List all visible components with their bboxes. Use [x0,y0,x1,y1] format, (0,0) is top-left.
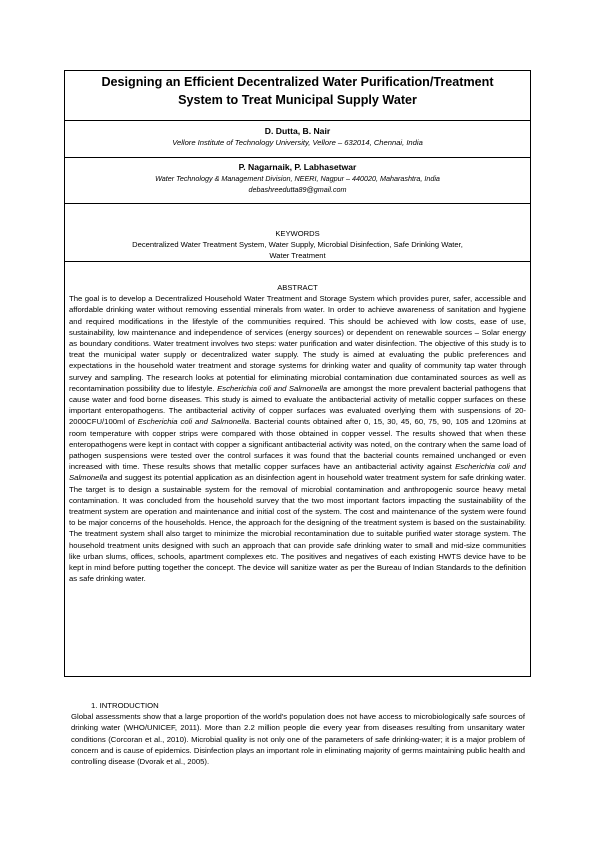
title-line-2: System to Treat Municipal Supply Water [178,93,417,107]
keywords-line-2: Water Treatment [269,251,326,260]
keywords-heading: KEYWORDS [275,229,320,238]
keywords-block [65,203,530,261]
introduction-heading: 1. INTRODUCTION [91,701,159,710]
author-email: debashreedutta89@gmail.com [248,185,347,194]
author-names-2: P. Nagarnaik, P. Labhasetwar [238,162,357,172]
abstract-text: The goal is to develop a Decentralized Household Water Treatment and Storage System which provides purer, safer, accessible and affordable drinking water without removing essential minerals from water. In order to achieve awareness of sanitation and hygiene and required modifications in the lifestyle of the communities required. This should be achieved with low costs, ease of use, sustainability, low maintenance and independence of services (energy sources) or dependent on renewable sources – Solar energy as boundary conditions. Water treatment involves two steps: water purification and water disinfection. The objective of this study is to treat the municipal water supply or decentralized water supply. The study is aimed at evaluating the public preferences and expectations in the household water treatment and storage systems for drinking water and quality of community tap water through survey and sampling. The research looks at potential for eliminating microbial contamination due contaminated sources as well as recontamination possibility due to lifestyle. Escherichia coli and Salmonella are amongst the more prevalent bacterial pathogens that cause water and food borne diseases. This study is aimed to evaluate the antibacterial activity of metallic copper surfaces on these important enteropathogens. The antibacterial activity of copper surfaces was evaluated overlying them with suspensions of 20-2000CFU/100ml of Escherichia coli and Salmonella. Bacterial counts obtained after 0, 15, 30, 45, 60, 75, 90, 105 and 120mins at room temperature with copper strips were compared with those obtained in copper vessel. The results showed that when these enteropathogens were kept in contact with copper a significant antibacterial activity was noted, on the contrary when the same load of pathogen suspensions were tested over the control surfaces it was found that the bacterial counts remained unchanged or even increased with time. These results shows that metallic copper surfaces have an antibacterial activity against Escherichia coli and Salmonella and suggest its potential application as an disinfection agent in household water treatment system for safe drinking water. The target is to design a sustainable system for the removal of microbial contamination and anthropogenic source heavy metal contamination. It was concluded from the household survey that the two most important factors impacting the sustainability of the treatment system are operation and maintenance and initial cost of the system. The cost and maintenance of the system were found to be major concerns of the households. Hence, the approach for the designing of the treatment system is based on the sustainability. The treatment system shall also target to minimize the microbial recontamination due to suitable purified water storage system. The household treatment units designed with such an approach that can provide safe drinking water to small and mid-size communities like urban slums, offices, schools, apartment complexes etc. The positives and negatives of each existing HWTS device have to be kept in mind before putting together the concept. The device will sanitize water as per the Bureau of Indian Standards to the definition as safe drinking water. [69,294,527,584]
abstract-heading: ABSTRACT [277,283,318,292]
authors-block-2 [65,157,530,203]
author-names-1: D. Dutta, B. Nair [264,126,331,136]
abstract-italic-3: Escherichia coli and Salmonella [69,462,527,483]
keywords-line-1: Decentralized Water Treatment System, Water Supply, Microbial Disinfection, Safe Drinking Water, [132,240,463,249]
introduction-section [71,700,525,767]
abstract-italic-1: Escherichia coli and Salmonella [217,383,328,393]
author-affiliation-2: Water Technology & Management Division, NEERI, Nagpur – 440020, Maharashtra, India [155,174,440,183]
front-matter-box [64,70,531,677]
introduction-text: Global assessments show that a large proportion of the world's population does not have access to microbiologically safe sources of drinking water (WHO/UNICEF, 2011). More than 2.2 million people die every year from diseases resulting from unsanitary water conditions (Corcoran et al., 2010). Microbial quality is not only one of the parameters of safe drinking-water; it is a major problem of concern and is cause of epidemics. Disinfection plays an important role in eliminating majority of germs maintaining public health and controlling disease (Dvorak et al., 2005). [71,712,525,767]
paper-title [65,70,530,120]
abstract-block [65,261,530,677]
author-affiliation-1: Vellore Institute of Technology University, Vellore – 632014, Chennai, India [172,138,423,147]
authors-block-1 [65,120,530,157]
title-line-1: Designing an Efficient Decentralized Water Purification/Treatment [101,75,494,89]
abstract-italic-2: Escherichia coli and Salmonella [137,417,250,427]
